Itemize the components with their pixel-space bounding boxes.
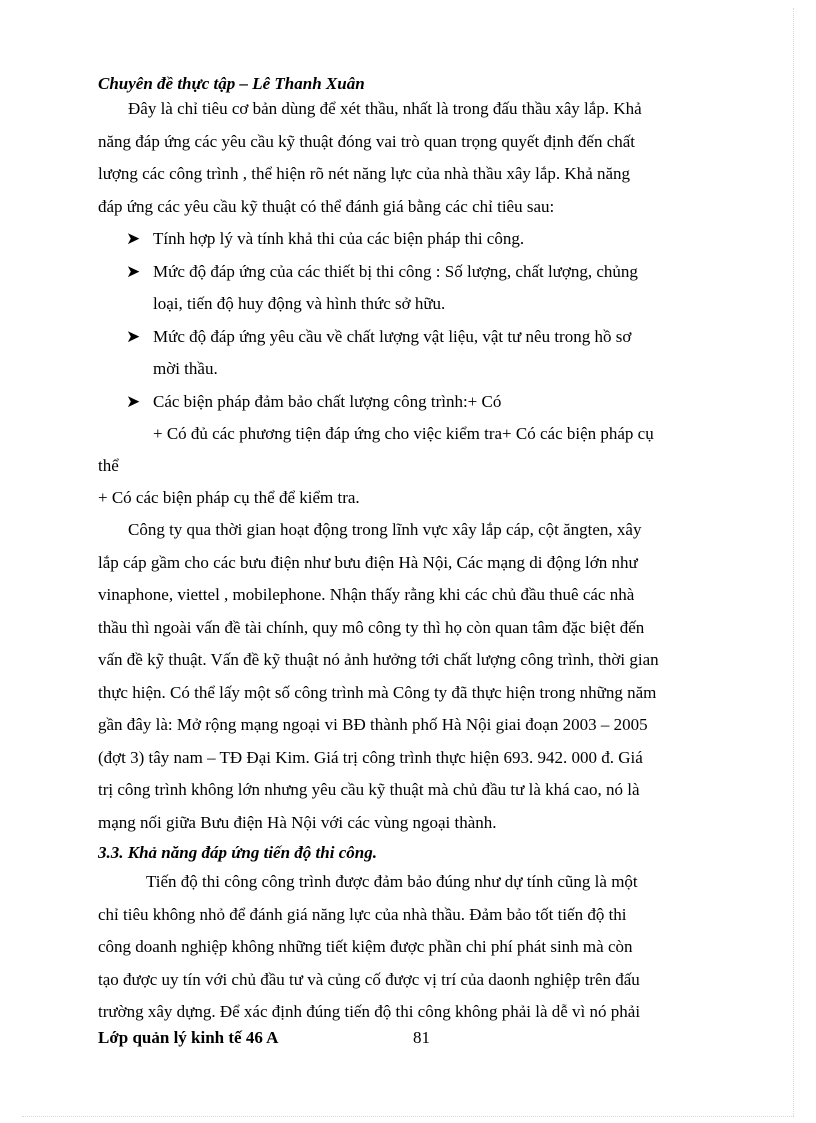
text-line: Đây là chỉ tiêu cơ bản dùng để xét thầu, nhất là trong đấu thầu xây lắp. Khả — [128, 99, 642, 118]
text-line: thầu thì ngoài vấn đề tài chính, quy mô công ty thì họ còn quan tâm đặc biệt đến — [98, 617, 645, 637]
page-edge-bottom — [22, 1116, 794, 1117]
bullet-text: Mức độ đáp ứng yêu cầu về chất lượng vật liệu, vật tư nêu trong hồ sơ — [153, 326, 632, 346]
bullet-text: Mức độ đáp ứng của các thiết bị thi công : Số lượng, chất lượng, chủng — [153, 261, 638, 281]
text-line: Tiến độ thi công công trình được đảm bảo đúng như dự tính cũng là một — [146, 872, 638, 891]
arrow-bullet-icon: ➤ — [126, 326, 141, 346]
page-number: 81 — [413, 1028, 430, 1047]
bullet-text: loại, tiến độ huy động và hình thức sở hữu. — [153, 294, 446, 313]
arrow-bullet-icon: ➤ — [126, 261, 141, 281]
sub-item-line: + Có các biện pháp cụ thể để kiểm tra. — [98, 488, 360, 507]
bullet-item — [98, 321, 718, 386]
text-line: tạo được uy tín với chủ đầu tư và củng cố được vị trí của daonh nghiệp trên đấu — [98, 969, 640, 989]
text-line: năng đáp ứng các yêu cầu kỹ thuật đóng vai trò quan trọng quyết định đến chất — [98, 131, 636, 151]
arrow-bullet-icon: ➤ — [126, 391, 141, 411]
text-line: Công ty qua thời gian hoạt động trong lĩnh vực xây lắp cáp, cột ăngten, xây — [128, 520, 642, 539]
bullet-text: Tính hợp lý và tính khả thi của các biện pháp thi công. — [153, 229, 525, 248]
section-heading: 3.3. Khả năng đáp ứng tiến độ thi công. — [98, 843, 377, 862]
bullet-item — [98, 256, 718, 321]
text-line: công doanh nghiệp không những tiết kiệm được phần chi phí phát sinh mà còn — [98, 937, 633, 956]
bullet-item — [98, 386, 718, 419]
text-line: đáp ứng các yêu cầu kỹ thuật có thể đánh giá bằng các chỉ tiêu sau: — [98, 196, 555, 216]
text-line: vấn đề kỹ thuật. Vấn đề kỹ thuật nó ảnh hưởng tới chất lượng công trình, thời gian — [98, 650, 659, 669]
bullet-text: mời thầu. — [153, 359, 218, 378]
text-line: thực hiện. Có thể lấy một số công trình mà Công ty đã thực hiện trong những năm — [98, 682, 657, 702]
text-line: mạng nối giữa Bưu điện Hà Nội với các vùng ngoại thành. — [98, 812, 497, 832]
paragraph-company-experience — [98, 514, 718, 839]
text-line: trị công trình không lớn nhưng yêu cầu kỹ thuật mà chủ đầu tư là khá cao, nó là — [98, 780, 640, 799]
arrow-bullet-icon: ➤ — [126, 229, 141, 248]
text-line: chỉ tiêu không nhỏ để đánh giá năng lực của nhà thầu. Đảm bảo tốt tiến độ thi — [98, 904, 627, 924]
text-line: lắp cáp gầm cho các bưu điện như bưu điện Hà Nội, Các mạng di động lớn như — [98, 552, 638, 572]
text-line: lượng các công trình , thể hiện rõ nét năng lực của nhà thầu xây lắp. Khả năng — [98, 164, 631, 183]
paragraph-schedule — [98, 866, 718, 1029]
text-line: trường xây dựng. Để xác định đúng tiến độ thi công không phải là dễ vì nó phải — [98, 1002, 641, 1021]
page-edge-right — [793, 8, 794, 1116]
criteria-bullet-list — [98, 223, 718, 418]
bullet-text: Các biện pháp đảm bảo chất lượng công trình:+ Có — [153, 391, 502, 411]
text-line: vinaphone, viettel , mobilephone. Nhận thấy rằng khi các chủ đầu thuê các nhà — [98, 585, 635, 604]
text-line: gần đây là: Mở rộng mạng ngoại vi BĐ thành phố Hà Nội giai đoạn 2003 – 2005 — [98, 715, 648, 734]
paragraph-technical-criteria — [98, 93, 718, 223]
footer-class-name: Lớp quản lý kinh tế 46 A — [98, 1028, 279, 1047]
sub-item-line: + Có đủ các phương tiện đáp ứng cho việc kiểm tra+ Có các biện pháp cụ — [153, 424, 654, 443]
bullet-item — [98, 223, 718, 256]
sub-item-line: thể — [98, 456, 119, 475]
text-line: (đợt 3) tây nam – TĐ Đại Kim. Giá trị công trình thực hiện 693. 942. 000 đ. Giá — [98, 747, 643, 767]
running-header: Chuyên đề thực tập – Lê Thanh Xuân — [98, 74, 365, 93]
